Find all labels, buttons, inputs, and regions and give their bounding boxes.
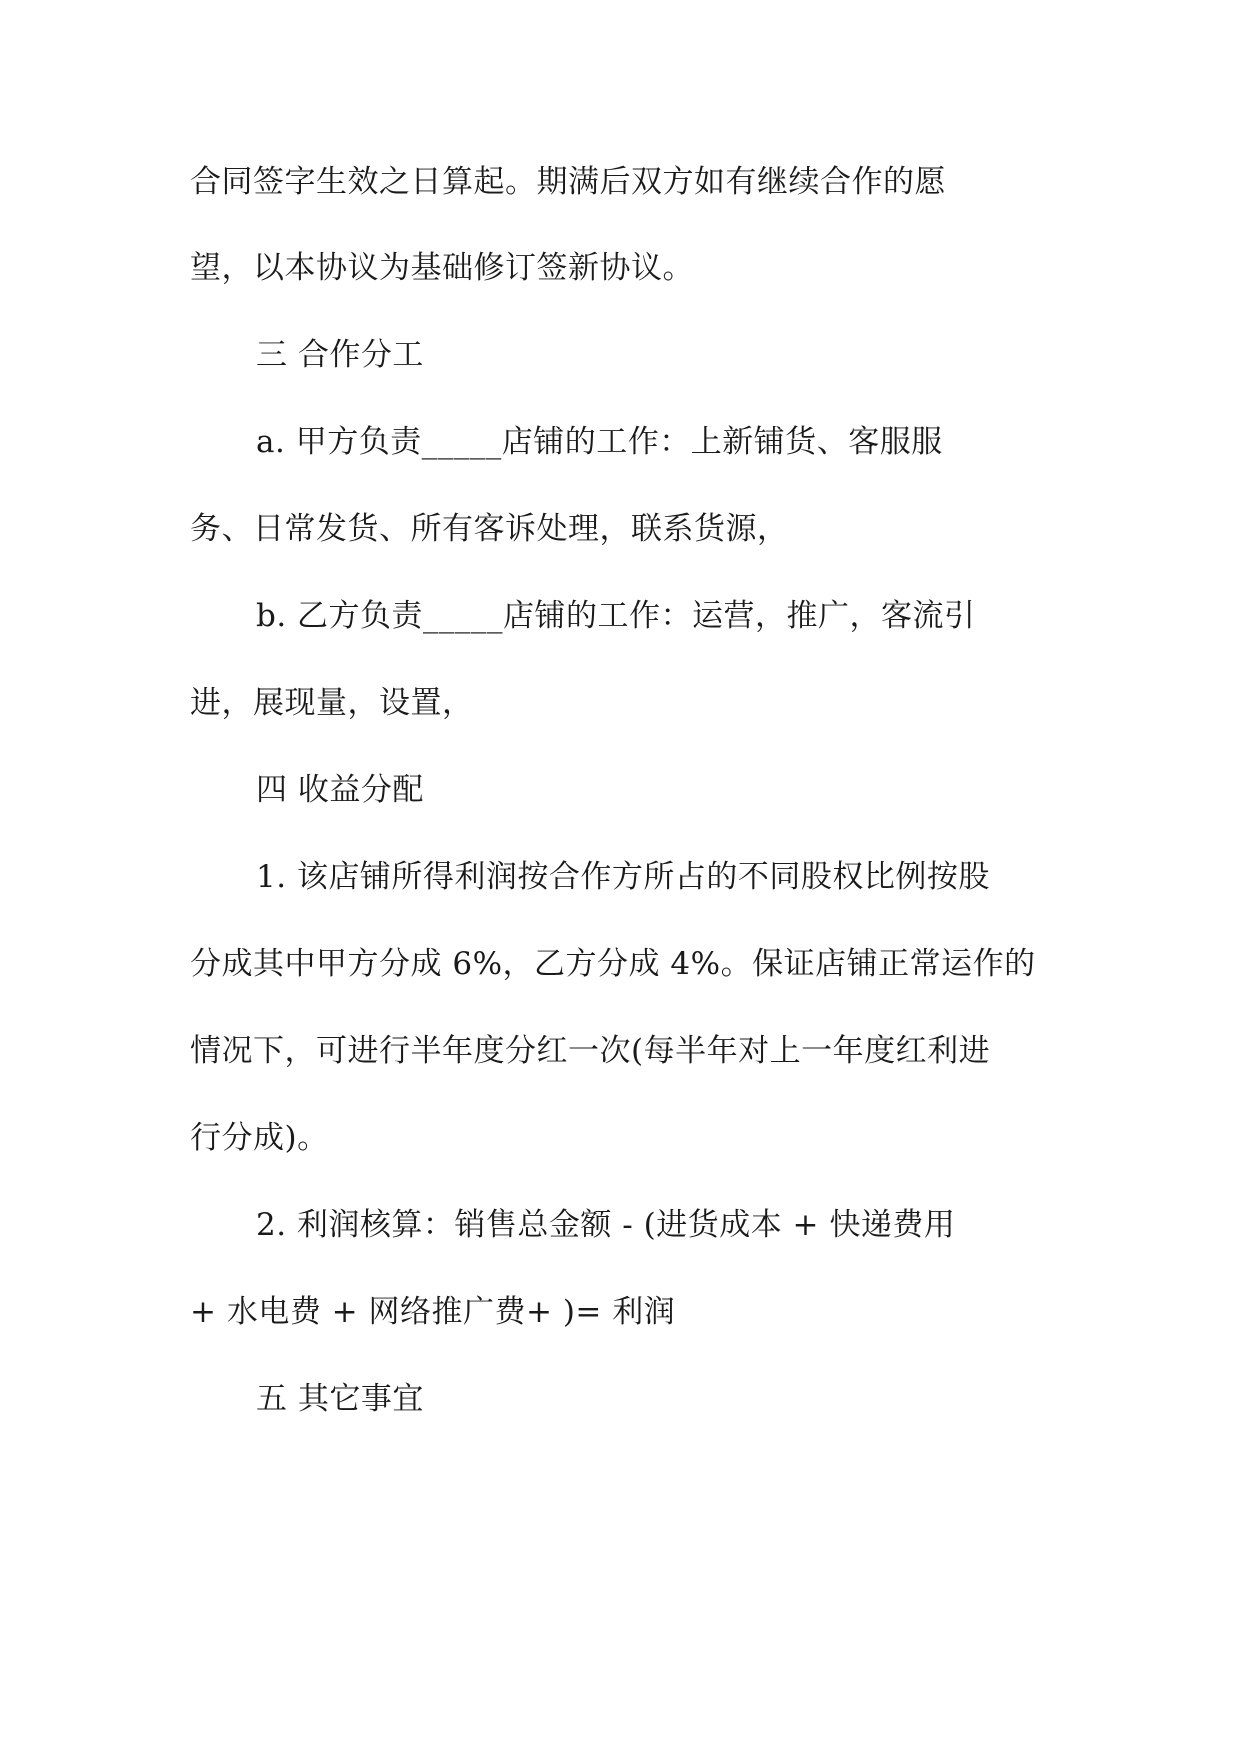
paragraph-line: 进，展现量，设置， [190, 685, 474, 721]
paragraph-line: b. 乙方负责_____店铺的工作：运营，推广，客流引 [256, 598, 976, 634]
paragraph-line: 1. 该店铺所得利润按合作方所占的不同股权比例按股 [256, 859, 990, 895]
paragraph-line: 2. 利润核算：销售总金额 - (进货成本 + 快递费用 [256, 1207, 956, 1243]
section-heading: 四 收益分配 [256, 772, 424, 808]
paragraph-line: 行分成)。 [190, 1120, 329, 1156]
paragraph-line: 情况下，可进行半年度分红一次(每半年对上一年度红利进 [190, 1033, 991, 1069]
paragraph-line: 务、日常发货、所有客诉处理，联系货源， [190, 511, 789, 547]
paragraph-line: a. 甲方负责_____店铺的工作：上新铺货、客服服 [256, 424, 943, 460]
paragraph-line: 望，以本协议为基础修订签新协议。 [190, 250, 694, 286]
paragraph-line: 分成其中甲方分成 6%，乙方分成 4%。保证店铺正常运作的 [190, 946, 1036, 982]
section-heading: 五 其它事宜 [256, 1381, 424, 1417]
section-heading: 三 合作分工 [256, 337, 424, 373]
paragraph-line: 合同签字生效之日算起。期满后双方如有继续合作的愿 [190, 164, 946, 200]
paragraph-line: + 水电费 + 网络推广费+ )= 利润 [190, 1294, 676, 1330]
